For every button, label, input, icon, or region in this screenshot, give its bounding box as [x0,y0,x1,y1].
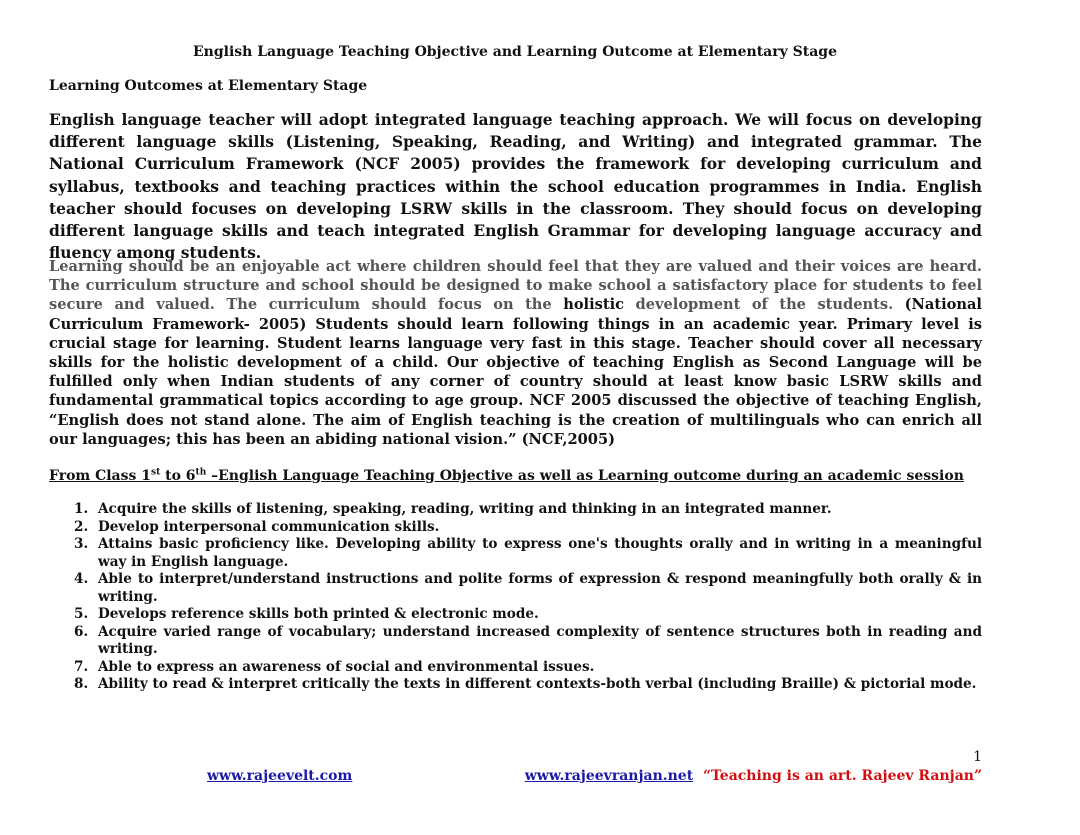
footer-quote: “Teaching is an art. Rajeev Ranjan” [702,768,982,784]
objectives-heading [49,468,964,484]
list-item [49,501,982,519]
list-item-number: 5. [74,606,89,622]
ncf-paragraph [49,257,982,449]
list-item-number: 7. [74,658,89,675]
ncf-quote-part1: Learning should be an enjoyable act where children should feel that they are valued and their voices are heard. The curriculum structure and school should be designed to make school a satisfactory place for students to feel secure and valued. The curriculum should focus on the [49,258,982,314]
footer-link-rajeevranjan[interactable]: www.rajeevranjan.net [524,768,694,784]
ncf-paragraph-rest: (National Curriculum Framework- 2005) Students should learn following things in an academic year. Primary level is crucial stage for learning. Student learns language very fast in this stage. Teacher should cover all necessary skills for the holistic development of a child. Our objective of teaching English as Second Language will be fulfilled only when Indian students of any corner of country should at least know basic LSRW skills and fundamental grammatical topics according to age group. NCF 2005 discussed the objective of teaching English, “English does not stand alone. The aim of English teaching is the creation of multilinguals who can enrich all our languages; this has been an abiding national vision.” (NCF,2005) [49,296,982,448]
list-item-text: Develops reference skills both printed & electronic mode. [98,606,539,622]
intro-paragraph: English language teacher will adopt integrated language teaching approach. We will focus on developing different language skills (Listening, Speaking, Reading, and Writing) and integrated grammar. The National Curriculum Framework (NCF 2005) provides the framework for developing curriculum and syllabus, textbooks and teaching practices within the school education programmes in India. English teacher should focuses on developing LSRW skills in the classroom. They should focus on developing different language skills and teach integrated English Grammar for developing language accuracy and fluency among students. [49,110,982,263]
heading-part3: –English Language Teaching Objective as well as Learning outcome during an academic session [206,468,964,484]
list-item-text: Able to express an awareness of social and environmental issues. [98,658,595,675]
ncf-quote-emphasis: holistic [563,296,625,314]
list-item [49,571,982,606]
footer-right [525,768,982,784]
list-item-text: Ability to read & interpret critically the texts in different contexts-both verbal (including Braille) & pictorial mode. [98,676,977,692]
list-item-number: 1. [74,501,89,517]
list-item-text: Able to interpret/understand instructions and polite forms of expression & respond meaningfully both orally & in writing. [98,571,982,605]
list-item [49,659,982,677]
list-item-text: Acquire varied range of vocabulary; understand increased complexity of sentence structures both in reading and writing. [98,623,982,657]
heading-part2: to 6 [160,468,196,484]
list-item-text: Develop interpersonal communication skills. [98,518,440,535]
heading-sup2: th [195,467,207,478]
list-item [49,606,982,624]
list-item [49,536,982,571]
heading-part1: From Class 1 [49,468,152,484]
list-item-number: 8. [74,676,89,692]
section-subtitle: Learning Outcomes at Elementary Stage [49,78,368,94]
page-number: 1 [973,749,982,765]
ncf-quote-part2: development of the students. [624,296,894,314]
list-item-number: 6. [74,623,89,640]
list-item-text: Attains basic proficiency like. Developing ability to express one's thoughts orally and in writing in a meaningful way in English language. [98,536,982,570]
list-item-number: 4. [74,571,89,587]
list-item [49,676,982,694]
list-item-number: 2. [74,518,89,535]
list-item-number: 3. [74,536,89,552]
heading-sup1: st [151,467,161,478]
objectives-list [49,501,982,694]
document-title: English Language Teaching Objective and Learning Outcome at Elementary Stage [193,44,837,60]
list-item [49,624,982,659]
list-item-text: Acquire the skills of listening, speaking, reading, writing and thinking in an integrated manner. [98,501,832,517]
list-item [49,519,982,537]
footer-link-rajeevelt[interactable]: www.rajeevelt.com [207,768,353,784]
